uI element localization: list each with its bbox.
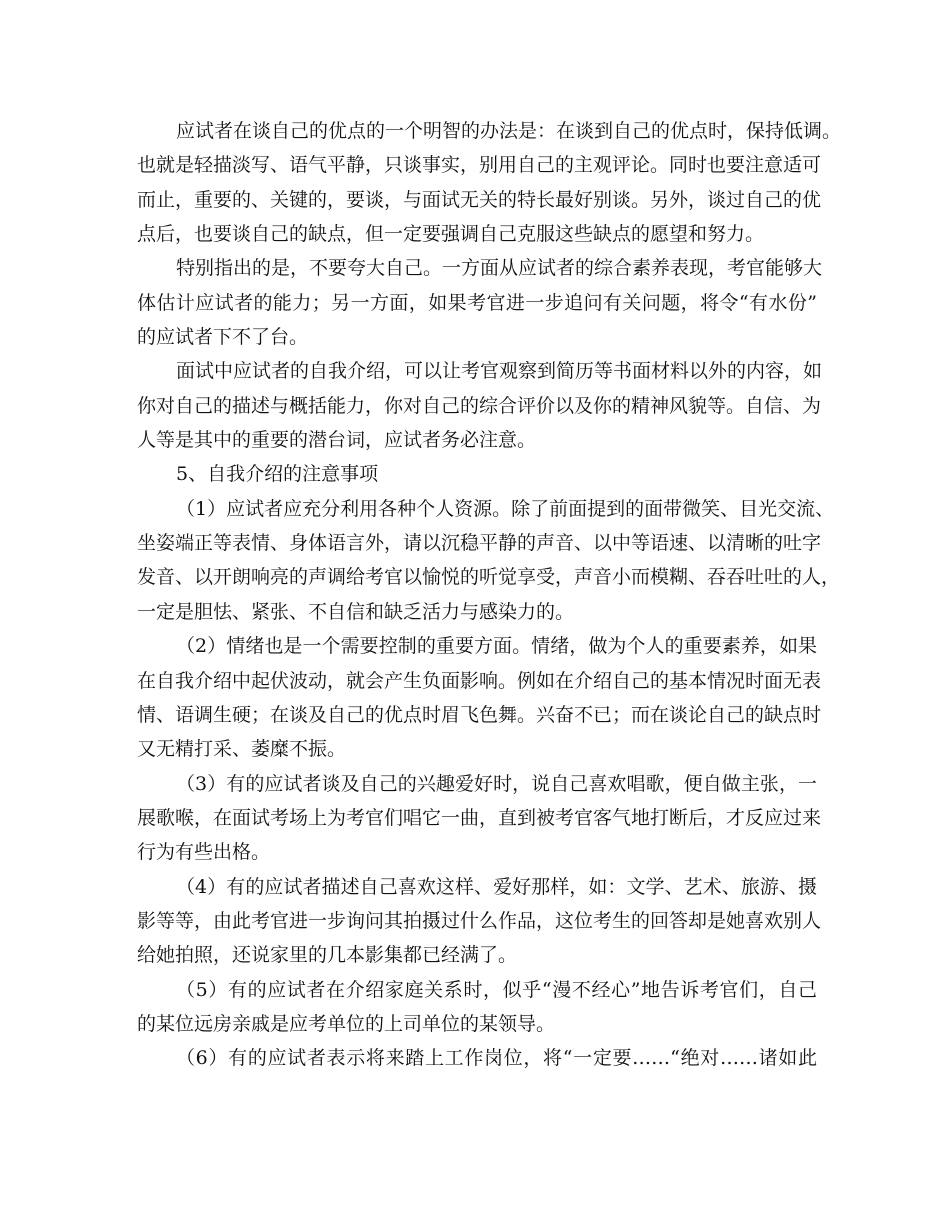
text-line: （3）有的应试者谈及自己的兴趣爱好时，说自己喜欢唱歌，便自做主张，一: [176, 772, 817, 795]
document-body: [137, 114, 842, 1076]
text-line: 又无精打采、萎糜不振。: [137, 738, 347, 761]
text-line: 也就是轻描淡写、语气平静，只谈事实，别用自己的主观评论。同时也要注意适可: [137, 154, 822, 177]
text-line: （6）有的应试者表示将来踏上工作岗位，将“一定要……“绝对……诸如此: [176, 1047, 817, 1070]
text-line: 影等等，由此考官进一步询问其拍摄过什么作品，这位考生的回答却是她喜欢别人: [137, 909, 822, 932]
text-line: 人等是其中的重要的潜台词，应试者务必注意。: [137, 429, 537, 452]
text-line: （1）应试者应充分利用各种个人资源。除了前面提到的面带微笑、目光交流、: [176, 497, 835, 520]
text-line: 你对自己的描述与概括能力，你对自己的综合评价以及你的精神风貌等。自信、为: [137, 394, 822, 417]
text-line: 的某位远房亲戚是应考单位的上司单位的某领导。: [137, 1012, 556, 1035]
text-line: 特别指出的是，不要夸大自己。一方面从应试者的综合素养表现，考官能够大: [176, 257, 823, 280]
text-line: （2）情绪也是一个需要控制的重要方面。情绪，做为个人的重要素养，如果: [176, 635, 817, 658]
text-line: 点后，也要谈自己的缺点，但一定要强调自己克服这些缺点的愿望和努力。: [137, 223, 765, 246]
text-line: 行为有些出格。: [137, 841, 271, 864]
text-line: 展歌喉，在面试考场上为考官们唱它一曲，直到被考官客气地打断后，才反应过来: [137, 806, 822, 829]
text-line: 情、语调生硬；在谈及自己的优点时眉飞色舞。兴奋不已；而在谈论自己的缺点时: [137, 703, 822, 726]
text-line: 而止，重要的、关键的，要谈，与面试无关的特长最好别谈。另外，谈过自己的优: [137, 188, 822, 211]
section-heading: 5、自我介绍的注意事项: [176, 463, 379, 486]
text-line: 发音、以开朗响亮的声调给考官以愉悦的听觉享受，声音小而模糊、吞吞吐吐的人，: [137, 566, 841, 589]
text-line: 面试中应试者的自我介绍，可以让考官观察到简历等书面材料以外的内容，如: [176, 360, 823, 383]
text-line: （5）有的应试者在介绍家庭关系时，似乎“漫不经心”地告诉考官们，自己: [176, 978, 817, 1001]
text-line: 的应试者下不了台。: [137, 326, 309, 349]
text-line: 应试者在谈自己的优点的一个明智的办法是：在谈到自己的优点时，保持低调。: [176, 120, 842, 142]
text-line: 在自我介绍中起伏波动，就会产生负面影响。例如在介绍自己的基本情况时面无表: [137, 669, 822, 692]
text-line: 体估计应试者的能力；另一方面，如果考官进一步追问有关问题，将令“有水份”: [137, 291, 817, 314]
text-line: 坐姿端正等表情、身体语言外，请以沉稳平静的声音、以中等语速、以清晰的吐字: [137, 532, 822, 555]
text-line: 给她拍照，还说家里的几本影集都已经满了。: [137, 944, 518, 967]
text-line: 一定是胆怯、紧张、不自信和缺乏活力与感染力的。: [137, 600, 575, 623]
text-line: （4）有的应试者描述自己喜欢这样、爱好那样，如：文学、艺术、旅游、摄: [176, 875, 817, 898]
